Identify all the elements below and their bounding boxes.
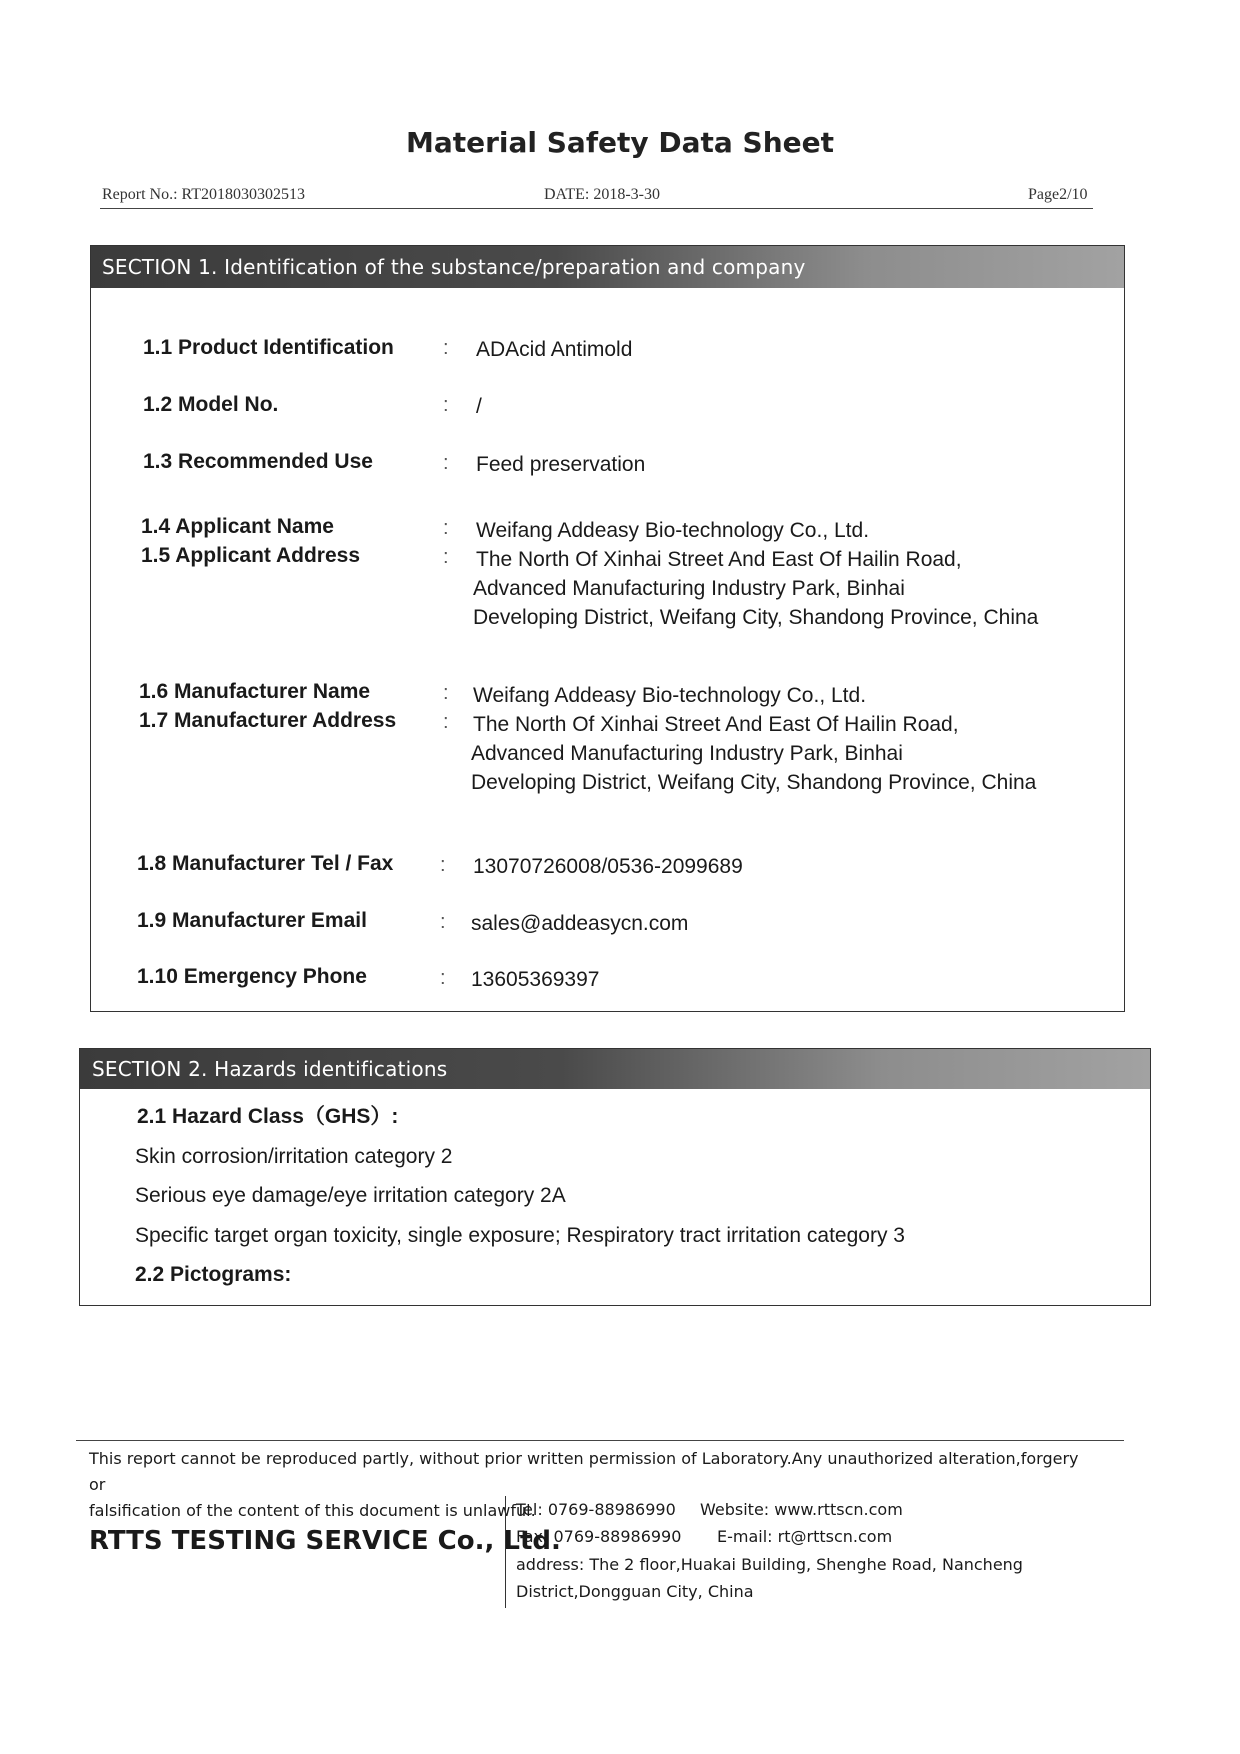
- manufacturer-address-line-1: The North Of Xinhai Street And East Of Hailin Road,: [473, 713, 959, 736]
- applicant-address-line-3: Developing District, Weifang City, Shandong Province, China: [473, 606, 1039, 629]
- applicant-name-label: 1.4 Applicant Name: [141, 515, 334, 538]
- emergency-phone-value: 13605369397: [471, 968, 600, 991]
- company-address-line: District,Dongguan City, China: [516, 1582, 754, 1601]
- colon-separator: :: [440, 911, 446, 933]
- colon-separator: :: [440, 967, 446, 989]
- colon-separator: :: [443, 682, 449, 704]
- hazard-item: Specific target organ toxicity, single exposure; Respiratory tract irritation category 3: [135, 1224, 905, 1247]
- hazard-item: Skin corrosion/irritation category 2: [135, 1145, 453, 1168]
- company-email[interactable]: E-mail: rt@rttscn.com: [717, 1527, 893, 1546]
- report-date: DATE: 2018-3-30: [544, 186, 660, 203]
- applicant-address-line-1: The North Of Xinhai Street And East Of Hailin Road,: [476, 548, 962, 571]
- recommended-use-label: 1.3 Recommended Use: [143, 450, 373, 473]
- footer-vertical-divider: [505, 1496, 506, 1608]
- company-website[interactable]: Website: www.rttscn.com: [700, 1500, 903, 1519]
- colon-separator: :: [443, 394, 449, 416]
- footer-divider: [76, 1440, 1124, 1441]
- document-title: Material Safety Data Sheet: [405, 126, 835, 159]
- manufacturer-email-value: sales@addeasycn.com: [471, 912, 689, 935]
- section-2-title: SECTION 2. Hazards identifications: [80, 1049, 1150, 1089]
- recommended-use-value: Feed preservation: [476, 453, 646, 476]
- page-number: Page2/10: [1028, 186, 1088, 203]
- company-fax: Fax: 0769-88986990: [516, 1527, 682, 1546]
- hazard-class-label: 2.1 Hazard Class（GHS）:: [137, 1105, 399, 1128]
- company-address-line: address: The 2 floor,Huakai Building, Shenghe Road, Nancheng: [516, 1555, 1023, 1574]
- colon-separator: :: [443, 337, 449, 359]
- manufacturer-tel-fax-label: 1.8 Manufacturer Tel / Fax: [137, 852, 394, 875]
- manufacturer-address-line-3: Developing District, Weifang City, Shandong Province, China: [471, 771, 1037, 794]
- manufacturer-email-label: 1.9 Manufacturer Email: [137, 909, 367, 932]
- manufacturer-name-value: Weifang Addeasy Bio-technology Co., Ltd.: [473, 684, 867, 707]
- applicant-address-label: 1.5 Applicant Address: [141, 544, 361, 567]
- company-tel: Tel: 0769-88986990: [516, 1500, 676, 1519]
- applicant-address-line-2: Advanced Manufacturing Industry Park, Binhai: [473, 577, 905, 600]
- section-1-title: SECTION 1. Identification of the substance/preparation and company: [91, 246, 1124, 288]
- model-no-value: /: [476, 395, 482, 418]
- pictograms-label: 2.2 Pictograms:: [135, 1263, 292, 1286]
- company-name: RTTS TESTING SERVICE Co., Ltd.: [89, 1526, 561, 1556]
- product-identification-value: ADAcid Antimold: [476, 338, 633, 361]
- manufacturer-name-label: 1.6 Manufacturer Name: [139, 680, 371, 703]
- colon-separator: :: [443, 517, 449, 539]
- header-divider: [100, 208, 1093, 209]
- manufacturer-address-label: 1.7 Manufacturer Address: [139, 709, 397, 732]
- hazard-item: Serious eye damage/eye irritation category 2A: [135, 1184, 566, 1207]
- colon-separator: :: [443, 711, 449, 733]
- colon-separator: :: [443, 452, 449, 474]
- notice-line: falsification of the content of this document is unlawful.: [89, 1501, 536, 1520]
- colon-separator: :: [443, 546, 449, 568]
- report-number: Report No.: RT2018030302513: [102, 186, 306, 203]
- product-identification-label: 1.1 Product Identification: [143, 336, 394, 359]
- emergency-phone-label: 1.10 Emergency Phone: [137, 965, 367, 988]
- manufacturer-address-line-2: Advanced Manufacturing Industry Park, Binhai: [471, 742, 903, 765]
- model-no-label: 1.2 Model No.: [143, 393, 279, 416]
- manufacturer-tel-fax-value: 13070726008/0536-2099689: [473, 855, 743, 878]
- notice-line: This report cannot be reproduced partly, without prior written permission of Laboratory.Any unauthorized alteration,forgery or: [89, 1449, 1079, 1494]
- applicant-name-value: Weifang Addeasy Bio-technology Co., Ltd.: [476, 519, 870, 542]
- colon-separator: :: [440, 854, 446, 876]
